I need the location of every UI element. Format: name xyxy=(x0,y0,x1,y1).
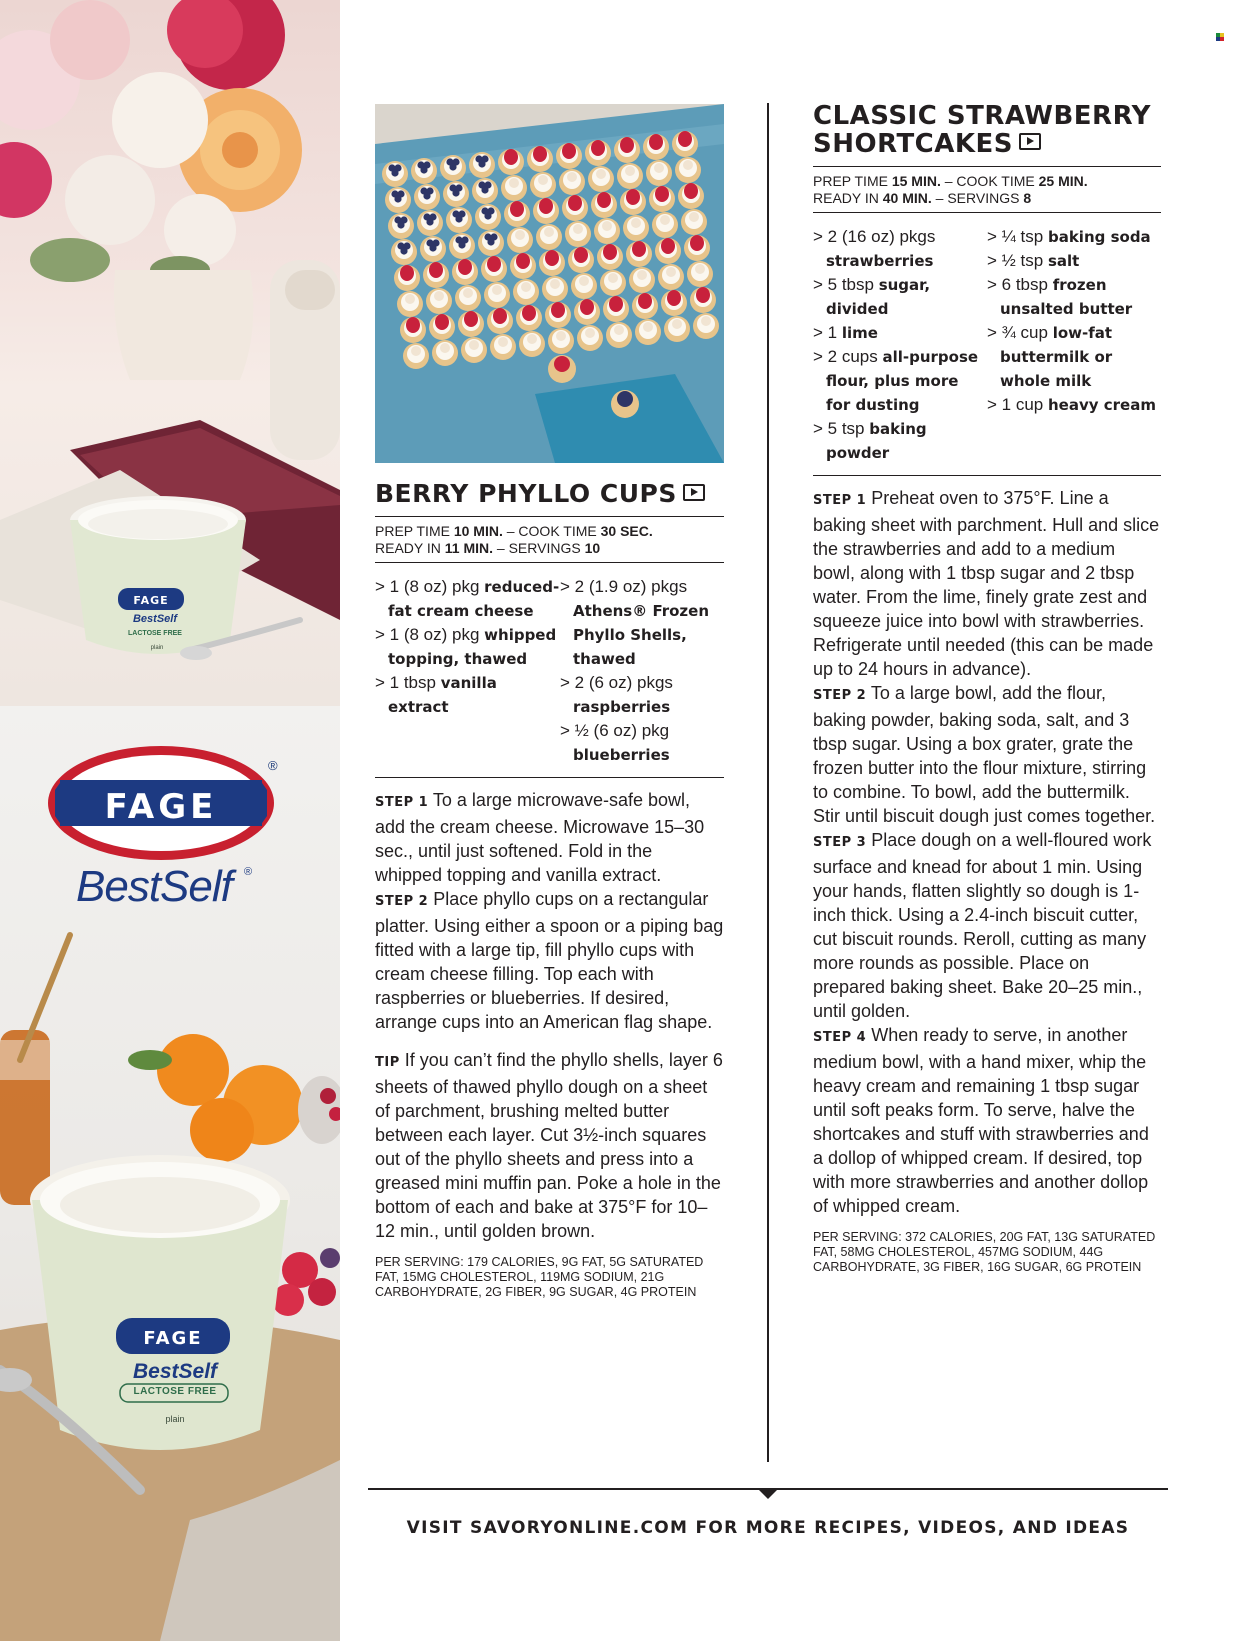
raspberry xyxy=(666,267,676,277)
raspberry xyxy=(597,192,611,208)
ingredient: > ¾ cup low-fat buttermilk or whole milk xyxy=(987,323,1113,390)
raspberry xyxy=(545,250,559,266)
nutrition-info: PER SERVING: 179 CALORIES, 9G FAT, 5G SATURATED FAT, 15MG CHOLESTEROL, 119MG SODIUM, 21G CARBOHYDRATE, 2G FIBER, 9G SUGAR, 4G PROTEIN xyxy=(375,1255,704,1299)
raspberry xyxy=(603,244,617,260)
blueberry xyxy=(455,215,462,222)
raspberry xyxy=(683,160,693,170)
raspberry xyxy=(492,285,502,295)
raspberry xyxy=(614,325,624,335)
blueberry xyxy=(391,169,398,176)
ingredients-column-2 xyxy=(560,575,724,767)
blueberry xyxy=(449,163,456,170)
raspberry xyxy=(637,270,647,280)
raspberry xyxy=(689,212,699,222)
raspberry xyxy=(509,178,519,188)
step: STEP 2 To a large bowl, add the flour, baking powder, baking soda, salt, and 3 tbsp sugar. Using a box grater, grate the frozen butter into the flour mixture, stirring to combine. To bowl, add the buttermilk. Stir until biscuit dough just comes together. xyxy=(813,683,1156,826)
berry-phyllo-cups-photo xyxy=(375,104,724,463)
large-cup-bestself-label: BestSelf xyxy=(132,1360,218,1383)
raspberry xyxy=(538,175,548,185)
raspberry xyxy=(527,334,537,344)
ingredients-column-2 xyxy=(987,225,1161,465)
raspberry xyxy=(405,294,415,304)
small-cup-plain-label: plain xyxy=(150,645,164,651)
raspberry xyxy=(458,259,472,275)
raspberry xyxy=(435,314,449,330)
raspberry xyxy=(596,169,606,179)
fage-advertisement xyxy=(0,0,340,1641)
raspberry xyxy=(649,134,663,150)
raspberry xyxy=(551,302,565,318)
raspberry xyxy=(684,183,698,199)
raspberry xyxy=(626,189,640,205)
berry-phyllo-cups-recipe xyxy=(375,480,724,1300)
small-cup-fage-label xyxy=(120,590,182,608)
raspberry xyxy=(690,235,704,251)
recipe-title xyxy=(375,480,724,508)
raspberry xyxy=(487,256,501,272)
raspberry xyxy=(580,299,594,315)
blueberry xyxy=(397,221,404,228)
raspberry xyxy=(701,316,711,326)
raspberry xyxy=(696,287,710,303)
color-registration-mark xyxy=(1216,33,1224,41)
raspberry xyxy=(672,319,682,329)
video-play-icon[interactable] xyxy=(1019,133,1041,150)
raspberry xyxy=(654,163,664,173)
ingredient: > 2 cups all-purpose flour, plus more for dusting xyxy=(813,347,979,414)
raspberry xyxy=(667,290,681,306)
raspberry xyxy=(464,311,478,327)
raspberry xyxy=(661,238,675,254)
raspberry xyxy=(539,198,553,214)
raspberry xyxy=(515,230,525,240)
ingredient: > 1 (8 oz) pkg whipped topping, thawed xyxy=(375,625,557,668)
large-cup-plain-label: plain xyxy=(165,1414,185,1424)
raspberry xyxy=(579,276,589,286)
raspberry xyxy=(504,149,518,165)
bestself-wordmark: BestSelf xyxy=(76,862,232,911)
step: STEP 3 Place dough on a well-floured work surface and knead for about 1 min. Using your hands, flatten slightly so dough is 1-inch thick. Using a 2.4-inch biscuit cutter, cut biscuit rounds. Reroll, cutting as many more rounds as possible. Place on prepared baking sheet. Bake 20–25 min., until golden. xyxy=(813,830,1152,1021)
ingredients-rule xyxy=(375,777,724,778)
ingredients-column-1 xyxy=(375,575,560,767)
small-cup-bestself-label: BestSelf xyxy=(132,613,178,625)
ingredient: > 1 tbsp vanilla extract xyxy=(375,673,497,716)
ingredient: > 2 (16 oz) pkgs strawberries xyxy=(813,227,936,270)
raspberry xyxy=(620,137,634,153)
raspberry xyxy=(585,328,595,338)
large-cup-lactose-free-label: LACTOSE FREE xyxy=(133,1386,217,1397)
raspberry xyxy=(550,279,560,289)
ingredient: > 5 tbsp sugar, divided xyxy=(813,275,931,318)
raspberry xyxy=(562,143,576,159)
raspberry xyxy=(573,224,583,234)
blueberry xyxy=(423,192,430,199)
raspberry xyxy=(625,166,635,176)
recipe-tip: TIP If you can’t find the phyllo shells, layer 6 sheets of thawed phyllo dough on a sheet of parchment, brushing melted butter between each layer. Cut 3½-inch squares out of the phyllo sheets and press into a greased mini muffin pan. Poke a hole in the bottom of each and bake at 375°F for 10–12 min., until golden brown. xyxy=(375,1050,723,1241)
ingredient: > 1 lime xyxy=(813,323,878,342)
raspberry xyxy=(660,215,670,225)
nutrition-info: PER SERVING: 372 CALORIES, 20G FAT, 13G SATURATED FAT, 58MG CHOLESTEROL, 457MG SODIUM, 44G CARBOHYDRATE, 3G FIBER, 16G SUGAR, 6G PROTEIN xyxy=(813,1230,1156,1274)
bestself-registered-mark: ® xyxy=(244,866,253,878)
raspberry xyxy=(498,337,508,347)
small-cup-lactose-free-label: LACTOSE FREE xyxy=(128,630,182,637)
blueberry xyxy=(426,218,433,225)
raspberry xyxy=(440,343,450,353)
svg-text:FAGE: FAGE xyxy=(133,594,169,607)
strawberry-shortcakes-recipe xyxy=(813,102,1161,1275)
blueberry xyxy=(452,189,459,196)
recipe-title-line-1: CLASSIC STRAWBERRY xyxy=(813,101,1151,131)
blueberry xyxy=(420,166,427,173)
raspberry xyxy=(608,273,618,283)
raspberry xyxy=(533,146,547,162)
raspberry xyxy=(655,186,669,202)
raspberry xyxy=(469,340,479,350)
raspberry xyxy=(568,195,582,211)
raspberry xyxy=(643,322,653,332)
raspberry xyxy=(406,317,420,333)
phyllo-cups-illustration xyxy=(375,104,724,463)
ingredient: > 2 (6 oz) pkgs raspberries xyxy=(559,673,673,716)
raspberry xyxy=(695,264,705,274)
raspberry xyxy=(522,305,536,321)
fage-logo xyxy=(46,745,276,865)
step: STEP 4 When ready to serve, in another medium bowl, with a hand mixer, whip the heavy cream and remaining 1 tbsp sugar until soft peaks form. To serve, halve the shortcakes and stuff with strawberries and a dollop of whipped cream. If desired, top with more strawberries and another dollop of whipped cream. xyxy=(813,1025,1149,1216)
step: STEP 1 Preheat oven to 375°F. Line a baking sheet with parchment. Hull and slice the strawberries and add to a medium bowl, along with 1 tbsp sugar and 2 tbsp water. From the lime, finely grate zest and squeeze juice into bowl with strawberries. Refrigerate until needed (this can be made up to 24 hours in advance). xyxy=(813,488,1160,679)
ingredient: > 5 tsp baking powder xyxy=(813,419,927,462)
ingredient: > 1 (8 oz) pkg reduced-fat cream cheese xyxy=(375,577,560,620)
svg-text:FAGE: FAGE xyxy=(143,1328,203,1349)
raspberry xyxy=(521,282,531,292)
raspberry xyxy=(493,308,507,324)
raspberry xyxy=(602,221,612,231)
blueberry xyxy=(394,195,401,202)
ingredients-list xyxy=(375,563,724,767)
ingredients-rule xyxy=(813,475,1161,476)
blueberry xyxy=(458,241,465,248)
ingredients-column-1 xyxy=(813,225,987,465)
ingredient: > 1 cup heavy cream xyxy=(987,395,1156,414)
recipe-title-line-2: SHORTCAKES xyxy=(813,129,1014,159)
raspberry xyxy=(609,296,623,312)
ingredient: > 2 (1.9 oz) pkgs Athens® Frozen Phyllo Shells, thawed xyxy=(559,577,710,668)
ingredient: > ¼ tsp baking soda xyxy=(987,227,1151,246)
blueberry xyxy=(487,238,494,245)
raspberry xyxy=(510,201,524,217)
ingredient: > ½ (6 oz) pkg blueberries xyxy=(559,721,670,764)
ingredient: > 6 tbsp frozen unsalted butter xyxy=(987,275,1133,318)
raspberry xyxy=(429,262,443,278)
blueberry xyxy=(484,212,491,219)
raspberry xyxy=(516,253,530,269)
blueberry xyxy=(478,160,485,167)
recipe-times: PREP TIME 15 MIN. – COOK TIME 25 MIN. READY IN 40 MIN. – SERVINGS 8 xyxy=(813,173,1088,206)
flower-bouquet-image xyxy=(0,0,340,460)
video-play-icon[interactable] xyxy=(683,484,705,501)
ingredient: > ½ tsp salt xyxy=(987,251,1080,270)
ingredients-list xyxy=(813,213,1161,465)
raspberry xyxy=(638,293,652,309)
footer-arrow-icon xyxy=(758,1489,778,1499)
raspberry xyxy=(631,218,641,228)
recipe-title xyxy=(813,102,1161,158)
raspberry xyxy=(434,291,444,301)
blueberry xyxy=(617,391,633,407)
recipe-title-text: BERRY PHYLLO CUPS xyxy=(375,479,677,508)
large-cup-fage-label xyxy=(120,1322,226,1352)
recipe-steps xyxy=(375,788,724,1243)
footer-link-text[interactable]: VISIT SAVORYONLINE.COM FOR MORE RECIPES, VIDEOS, AND IDEAS xyxy=(406,1518,1130,1538)
step: STEP 2 Place phyllo cups on a rectangular platter. Using either a spoon or a piping bag fitted with a large tip, fill phyllo cups with cream cheese filling. Top each with raspberries or blueberries. If desired, arrange cups into an American flag shape. xyxy=(375,889,724,1032)
fage-wordmark: FAGE xyxy=(104,787,218,827)
column-divider xyxy=(767,103,769,1462)
blueberry xyxy=(429,244,436,251)
raspberry xyxy=(400,265,414,281)
raspberry xyxy=(574,247,588,263)
raspberry xyxy=(554,356,570,372)
recipe-steps xyxy=(813,486,1161,1218)
blueberry xyxy=(400,247,407,254)
blueberry xyxy=(481,186,488,193)
raspberry xyxy=(567,172,577,182)
step: STEP 1 To a large microwave-safe bowl, add the cream cheese. Microwave 15–30 sec., until just softened. Fold in the whipped topping and vanilla extract. xyxy=(375,790,705,885)
raspberry xyxy=(591,140,605,156)
raspberry xyxy=(632,241,646,257)
raspberry xyxy=(678,131,692,147)
raspberry xyxy=(544,227,554,237)
fage-registered-mark: ® xyxy=(268,758,278,773)
raspberry xyxy=(411,346,421,356)
raspberry xyxy=(556,331,566,341)
recipe-times: PREP TIME 10 MIN. – COOK TIME 30 SEC. READY IN 11 MIN. – SERVINGS 10 xyxy=(375,523,653,556)
large-yogurt-cup-image xyxy=(0,1155,340,1641)
raspberry xyxy=(463,288,473,298)
